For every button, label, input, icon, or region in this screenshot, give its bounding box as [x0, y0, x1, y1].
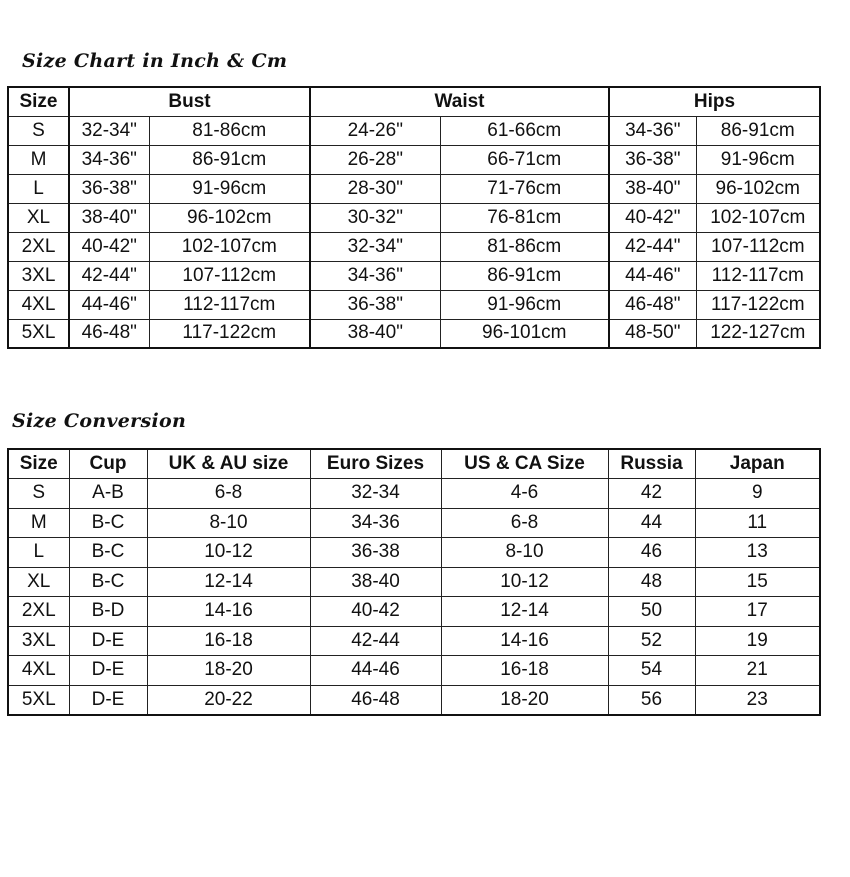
conversion-cell: 16-18 — [147, 626, 310, 656]
cell-waist-in: 36-38" — [310, 290, 440, 319]
cell-hips-cm: 102-107cm — [696, 203, 820, 232]
cell-size: L — [8, 174, 69, 203]
conversion-cell: 6-8 — [147, 479, 310, 509]
conversion-cell: S — [8, 479, 69, 509]
table-row — [8, 479, 820, 509]
conversion-cell: 34-36 — [310, 508, 441, 538]
cell-size: M — [8, 145, 69, 174]
cell-bust-cm: 81-86cm — [149, 116, 310, 145]
cell-hips-in: 42-44" — [609, 232, 696, 261]
cell-size: 4XL — [8, 290, 69, 319]
cell-bust-cm: 91-96cm — [149, 174, 310, 203]
cell-waist-cm: 66-71cm — [440, 145, 609, 174]
table-row — [8, 538, 820, 568]
conversion-header-cell: Size — [8, 449, 69, 479]
conversion-cell: 19 — [695, 626, 820, 656]
conversion-cell: B-D — [69, 597, 147, 627]
conversion-cell: 18-20 — [441, 685, 608, 715]
cell-bust-cm: 96-102cm — [149, 203, 310, 232]
cell-hips-cm: 122-127cm — [696, 319, 820, 348]
conversion-cell: B-C — [69, 567, 147, 597]
cell-bust-in: 42-44" — [69, 261, 149, 290]
table-row — [8, 116, 820, 145]
conversion-cell: 50 — [608, 597, 695, 627]
cell-size: 5XL — [8, 319, 69, 348]
cell-bust-in: 44-46" — [69, 290, 149, 319]
conversion-cell: XL — [8, 567, 69, 597]
cell-waist-cm: 71-76cm — [440, 174, 609, 203]
conversion-cell: L — [8, 538, 69, 568]
size-conversion-header-row — [8, 449, 820, 479]
conversion-cell: B-C — [69, 538, 147, 568]
conversion-cell: 4-6 — [441, 479, 608, 509]
cell-size: S — [8, 116, 69, 145]
table-row — [8, 597, 820, 627]
conversion-cell: 46-48 — [310, 685, 441, 715]
table-row — [8, 290, 820, 319]
cell-waist-in: 28-30" — [310, 174, 440, 203]
cell-waist-cm: 81-86cm — [440, 232, 609, 261]
conversion-cell: 21 — [695, 656, 820, 686]
conversion-cell: 2XL — [8, 597, 69, 627]
conversion-cell: 18-20 — [147, 656, 310, 686]
conversion-cell: 4XL — [8, 656, 69, 686]
conversion-header-cell: Cup — [69, 449, 147, 479]
cell-bust-in: 34-36" — [69, 145, 149, 174]
conversion-cell: 6-8 — [441, 508, 608, 538]
conversion-cell: 3XL — [8, 626, 69, 656]
cell-waist-in: 24-26" — [310, 116, 440, 145]
cell-hips-in: 34-36" — [609, 116, 696, 145]
table-row — [8, 508, 820, 538]
cell-hips-cm: 86-91cm — [696, 116, 820, 145]
conversion-header-cell: Euro Sizes — [310, 449, 441, 479]
cell-hips-cm: 107-112cm — [696, 232, 820, 261]
cell-bust-in: 36-38" — [69, 174, 149, 203]
conversion-cell: 20-22 — [147, 685, 310, 715]
cell-waist-in: 30-32" — [310, 203, 440, 232]
cell-hips-in: 38-40" — [609, 174, 696, 203]
cell-bust-cm: 102-107cm — [149, 232, 310, 261]
conversion-cell: 42-44 — [310, 626, 441, 656]
conversion-cell: 13 — [695, 538, 820, 568]
conversion-cell: 8-10 — [441, 538, 608, 568]
conversion-cell: 17 — [695, 597, 820, 627]
cell-hips-in: 36-38" — [609, 145, 696, 174]
cell-waist-cm: 91-96cm — [440, 290, 609, 319]
conversion-cell: D-E — [69, 656, 147, 686]
size-conversion-table — [7, 448, 821, 716]
conversion-cell: 32-34 — [310, 479, 441, 509]
table-row — [8, 232, 820, 261]
cell-waist-cm: 61-66cm — [440, 116, 609, 145]
table-row — [8, 174, 820, 203]
bust-header: Bust — [69, 87, 310, 116]
cell-bust-in: 32-34" — [69, 116, 149, 145]
cell-waist-in: 32-34" — [310, 232, 440, 261]
cell-bust-in: 40-42" — [69, 232, 149, 261]
conversion-cell: 5XL — [8, 685, 69, 715]
cell-hips-cm: 96-102cm — [696, 174, 820, 203]
cell-hips-in: 40-42" — [609, 203, 696, 232]
table-row — [8, 685, 820, 715]
table-row — [8, 319, 820, 348]
size-chart-title: Size Chart in Inch & Cm — [22, 50, 288, 72]
size-chart-header-row — [8, 87, 820, 116]
conversion-cell: 23 — [695, 685, 820, 715]
conversion-cell: A-B — [69, 479, 147, 509]
conversion-cell: 38-40 — [310, 567, 441, 597]
table-row — [8, 567, 820, 597]
table-row — [8, 626, 820, 656]
size-header: Size — [8, 87, 69, 116]
cell-waist-cm: 96-101cm — [440, 319, 609, 348]
conversion-cell: 36-38 — [310, 538, 441, 568]
cell-waist-cm: 76-81cm — [440, 203, 609, 232]
conversion-cell: 42 — [608, 479, 695, 509]
hips-header: Hips — [609, 87, 820, 116]
table-row — [8, 656, 820, 686]
conversion-cell: 15 — [695, 567, 820, 597]
conversion-cell: 44 — [608, 508, 695, 538]
waist-header: Waist — [310, 87, 609, 116]
conversion-cell: 11 — [695, 508, 820, 538]
cell-bust-cm: 107-112cm — [149, 261, 310, 290]
cell-hips-in: 46-48" — [609, 290, 696, 319]
conversion-cell: 14-16 — [147, 597, 310, 627]
size-chart-table — [7, 86, 821, 349]
cell-size: 2XL — [8, 232, 69, 261]
conversion-header-cell: Russia — [608, 449, 695, 479]
cell-bust-in: 38-40" — [69, 203, 149, 232]
cell-hips-cm: 91-96cm — [696, 145, 820, 174]
cell-bust-cm: 117-122cm — [149, 319, 310, 348]
cell-hips-cm: 117-122cm — [696, 290, 820, 319]
conversion-cell: D-E — [69, 626, 147, 656]
conversion-cell: 14-16 — [441, 626, 608, 656]
conversion-cell: 12-14 — [147, 567, 310, 597]
conversion-cell: 52 — [608, 626, 695, 656]
conversion-header-cell: Japan — [695, 449, 820, 479]
conversion-cell: 8-10 — [147, 508, 310, 538]
conversion-cell: D-E — [69, 685, 147, 715]
cell-hips-cm: 112-117cm — [696, 261, 820, 290]
cell-waist-in: 26-28" — [310, 145, 440, 174]
conversion-cell: 9 — [695, 479, 820, 509]
table-row — [8, 203, 820, 232]
cell-size: XL — [8, 203, 69, 232]
cell-bust-cm: 86-91cm — [149, 145, 310, 174]
conversion-cell: 44-46 — [310, 656, 441, 686]
conversion-cell: 10-12 — [147, 538, 310, 568]
conversion-cell: 54 — [608, 656, 695, 686]
conversion-cell: 46 — [608, 538, 695, 568]
cell-hips-in: 44-46" — [609, 261, 696, 290]
cell-hips-in: 48-50" — [609, 319, 696, 348]
size-conversion-title: Size Conversion — [12, 410, 187, 432]
conversion-cell: M — [8, 508, 69, 538]
cell-waist-in: 34-36" — [310, 261, 440, 290]
conversion-cell: B-C — [69, 508, 147, 538]
conversion-cell: 12-14 — [441, 597, 608, 627]
conversion-header-cell: US & CA Size — [441, 449, 608, 479]
conversion-cell: 56 — [608, 685, 695, 715]
conversion-header-cell: UK & AU size — [147, 449, 310, 479]
cell-waist-in: 38-40" — [310, 319, 440, 348]
table-row — [8, 145, 820, 174]
conversion-cell: 48 — [608, 567, 695, 597]
conversion-cell: 16-18 — [441, 656, 608, 686]
conversion-cell: 40-42 — [310, 597, 441, 627]
cell-waist-cm: 86-91cm — [440, 261, 609, 290]
conversion-cell: 10-12 — [441, 567, 608, 597]
cell-bust-cm: 112-117cm — [149, 290, 310, 319]
cell-size: 3XL — [8, 261, 69, 290]
cell-bust-in: 46-48" — [69, 319, 149, 348]
table-row — [8, 261, 820, 290]
